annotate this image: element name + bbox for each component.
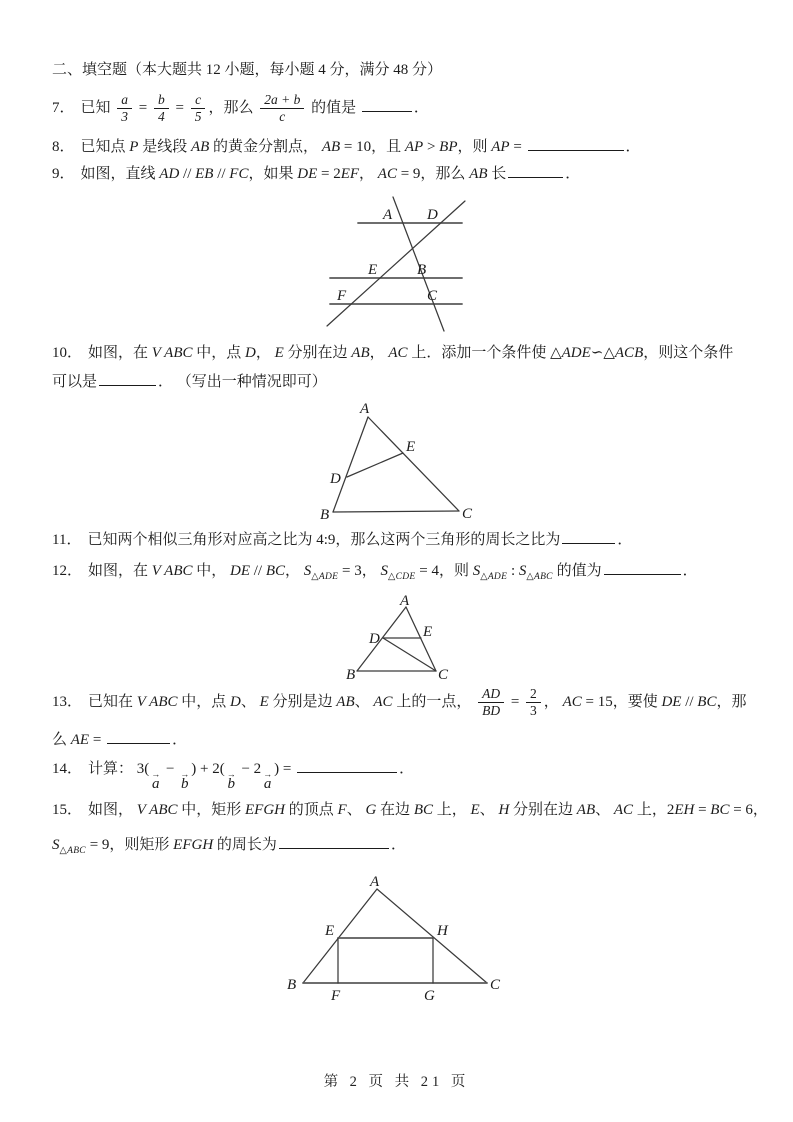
question-13-line-2 [52, 729, 187, 750]
point-label-d: D [369, 631, 380, 647]
text-run: 的值为 [552, 563, 602, 579]
question-13-line-1 [52, 686, 746, 719]
question-number: 15． [52, 802, 83, 818]
math-run: DE [230, 563, 250, 579]
vector-symbol [263, 769, 273, 793]
math-run: DE [661, 694, 682, 711]
text-run: 上．添加一个条件使 [407, 345, 551, 361]
text-run: 中， [192, 563, 230, 579]
question-11 [52, 529, 632, 550]
question-text [88, 563, 698, 582]
text-run: − [162, 761, 179, 777]
text-run: 如图， [88, 802, 137, 818]
question-number: 13． [52, 694, 83, 711]
point-label-c: C [462, 506, 473, 522]
text-run: // [179, 166, 196, 182]
text-run: = 15，要使 [581, 694, 662, 711]
text-run: ) = [274, 761, 296, 777]
text-run: 、 [479, 802, 499, 818]
question-text [88, 802, 768, 818]
question-text [52, 837, 406, 856]
math-run: △ADE [550, 345, 591, 361]
vector-arrow-icon: → [226, 769, 236, 779]
point-label-b: B [287, 977, 297, 993]
figure-q9-parallel-lines [285, 190, 495, 340]
answer-blank [604, 560, 681, 575]
math-run: V ABC [151, 563, 193, 579]
side-ac [368, 417, 459, 511]
symbol-base: S [518, 563, 527, 579]
fraction-numerator: b [154, 92, 169, 109]
fraction-numerator: a [117, 92, 132, 109]
math-run: AC [562, 694, 582, 711]
question-text [81, 166, 581, 182]
text-run: 、 [595, 802, 614, 818]
math-run: AB [190, 139, 210, 155]
subscripted-symbol [472, 563, 508, 582]
text-run: ． [413, 100, 429, 117]
figure-q10-triangle [315, 400, 475, 522]
math-run: AC [388, 345, 408, 361]
point-label-c: C [427, 288, 438, 304]
side-ab [303, 889, 377, 983]
math-run: AC [373, 694, 393, 711]
text-run: = [507, 694, 524, 711]
question-text [87, 532, 632, 548]
symbol-base: S [472, 563, 481, 579]
text-run: 在边 [376, 802, 414, 818]
fraction-denominator: BD [482, 703, 501, 719]
text-run: 、 [354, 694, 374, 711]
text-run: 的黄金分割点， [209, 139, 322, 155]
vector-letter: b [180, 776, 189, 793]
text-run: 、 [346, 802, 366, 818]
question-10-line-1 [52, 343, 733, 363]
question-12 [52, 560, 698, 581]
side-ab [333, 417, 368, 512]
question-10-line-2 [52, 371, 327, 392]
math-run: E [274, 345, 284, 361]
text-run: ． [682, 563, 698, 579]
math-run: V ABC [136, 694, 178, 711]
text-run: 的值是 [307, 100, 360, 117]
fraction [478, 686, 504, 719]
fraction-denominator: 3 [121, 109, 129, 125]
math-run: AD [159, 166, 180, 182]
text-run: 么 [52, 732, 71, 748]
symbol-subscript: △ABC [526, 572, 553, 582]
text-run: 已知两个相似三角形对应高之比为 4:9，那么这两个三角形的周长之比为 [87, 532, 561, 548]
answer-blank [297, 758, 397, 773]
answer-blank [562, 529, 615, 544]
text-run: ． [172, 732, 188, 748]
question-text [52, 732, 187, 748]
point-label-a: A [360, 401, 370, 417]
fraction [154, 92, 169, 125]
text-run: > [423, 139, 440, 155]
vector-arrow-icon: → [180, 769, 190, 779]
text-run: = 4，则 [415, 563, 473, 579]
text-run: 、 [240, 694, 260, 711]
answer-blank [508, 163, 563, 178]
answer-blank [362, 97, 412, 112]
point-label-f: F [331, 988, 341, 1004]
rectangle-efgh [338, 938, 433, 983]
question-text [88, 761, 415, 793]
symbol-subscript: △CDE [387, 572, 416, 582]
fraction-numerator: AD [478, 686, 504, 703]
math-run: AB [576, 802, 596, 818]
transversal-fed [327, 201, 465, 326]
question-text [80, 92, 429, 125]
text-run: = 3， [338, 563, 381, 579]
symbol-subscript: △ADE [311, 572, 339, 582]
text-run: 上的一点， [392, 694, 476, 711]
text-run: 中，点 [192, 345, 245, 361]
text-run: = 9，那么 [396, 166, 470, 182]
text-run: 已知在 [88, 694, 137, 711]
point-label-a: A [370, 874, 380, 890]
symbol-subscript: △ADE [480, 572, 508, 582]
text-run: ． [399, 761, 415, 777]
text-run: ． [625, 139, 641, 155]
vector-symbol [180, 769, 190, 793]
question-number: 8． [52, 139, 75, 155]
math-run: AB [336, 694, 355, 711]
answer-blank [99, 371, 156, 386]
question-15-line-2 [52, 834, 406, 855]
symbol-subscript: △ABC [59, 846, 86, 856]
fraction [526, 686, 541, 719]
fraction-denominator: c [279, 109, 286, 125]
question-number: 14． [52, 761, 83, 777]
math-run: AB [351, 345, 370, 361]
question-7 [52, 92, 429, 125]
text-run: 已知 [80, 100, 115, 117]
symbol-base: S [303, 563, 312, 579]
point-label-f: F [337, 288, 347, 304]
question-15-line-1 [52, 800, 768, 820]
text-run: 的顶点 [285, 802, 338, 818]
math-run: BC [265, 563, 286, 579]
math-run: EFGH [173, 837, 214, 853]
math-run: G [365, 802, 377, 818]
point-label-e: E [325, 923, 335, 939]
text-run: 中，矩形 [177, 802, 245, 818]
subscripted-symbol [380, 563, 416, 582]
subscripted-symbol [303, 563, 339, 582]
text-run: = [694, 802, 711, 818]
point-label-d: D [427, 207, 438, 223]
math-run: BP [439, 139, 458, 155]
symbol-base: S [380, 563, 388, 579]
question-8 [52, 136, 641, 157]
math-run: H [498, 802, 510, 818]
text-run: = 10，且 [340, 139, 405, 155]
text-run: // [213, 166, 230, 182]
text-run: ． [390, 837, 406, 853]
text-run: 如图，在 [88, 563, 152, 579]
math-run: EF [340, 166, 360, 182]
text-run: ． [565, 166, 581, 182]
question-text [52, 374, 327, 390]
question-number: 7． [52, 100, 75, 117]
text-run: = 2 [317, 166, 341, 182]
text-run: 中，点 [177, 694, 230, 711]
math-run: BC [413, 802, 433, 818]
question-9 [52, 163, 580, 184]
point-label-c: C [490, 977, 501, 993]
text-run: 的周长为 [213, 837, 277, 853]
text-run: ∽ [590, 345, 604, 361]
fraction-numerator: 2 [526, 686, 541, 703]
point-label-a: A [383, 207, 393, 223]
text-run: ， [255, 345, 275, 361]
page-footer: 第 2 页 共 21 页 [323, 1074, 470, 1090]
fraction [191, 92, 206, 125]
text-run: ， [369, 345, 389, 361]
point-label-c: C [438, 667, 449, 683]
fraction-denominator: 5 [194, 109, 202, 125]
question-number: 10． [52, 345, 83, 361]
fraction-denominator: 3 [530, 703, 537, 719]
text-run: ． [617, 532, 633, 548]
math-run: AB [469, 166, 488, 182]
fraction-denominator: 4 [158, 109, 165, 125]
text-run: 分别在边 [283, 345, 352, 361]
math-run: EB [195, 166, 214, 182]
symbol-base: S [52, 837, 60, 853]
question-number: 11． [52, 532, 82, 548]
text-run: 如图，直线 [80, 166, 160, 182]
text-run: = [135, 100, 151, 117]
side-ab [357, 607, 406, 671]
point-label-e: E [406, 439, 416, 455]
text-run: 上， [432, 802, 471, 818]
section-title: 二、填空题（本大题共 12 小题，每小题 4 分，满分 48 分） [52, 62, 443, 78]
math-run: E [470, 802, 480, 818]
vector-letter: a [152, 776, 160, 793]
math-run: EH [674, 802, 695, 818]
math-run: AP [404, 139, 424, 155]
text-run: ，如果 [248, 166, 298, 182]
text-run: − 2 [237, 761, 262, 777]
text-run: : [507, 563, 519, 579]
question-number: 9． [52, 166, 75, 182]
text-run: 分别在边 [509, 802, 577, 818]
math-run: FC [229, 166, 249, 182]
math-run: AB [321, 139, 341, 155]
answer-blank [107, 729, 170, 744]
point-label-b: B [320, 507, 330, 523]
point-label-b: B [346, 667, 356, 683]
subscripted-symbol [518, 563, 553, 582]
vector-symbol [151, 769, 161, 793]
math-run: F [337, 802, 347, 818]
point-label-d: D [330, 471, 341, 487]
figure-q12-triangle [340, 594, 452, 686]
point-label-b: B [417, 262, 427, 278]
text-run: = 6， [729, 802, 768, 818]
math-run: △ACB [603, 345, 644, 361]
math-run: D [230, 694, 241, 711]
fraction [260, 92, 304, 125]
math-run: DE [297, 166, 318, 182]
text-run: 是线段 [138, 139, 191, 155]
text-run: = [89, 732, 106, 748]
text-run: 如图，在 [88, 345, 152, 361]
question-text [88, 686, 747, 719]
side-ac [377, 889, 487, 983]
question-text [81, 139, 641, 155]
text-run: = [171, 100, 188, 117]
text-run: ， [285, 563, 304, 579]
math-run: BC [710, 802, 730, 818]
text-run: ，那么 [208, 100, 258, 117]
text-run: // [250, 563, 266, 579]
math-run: D [245, 345, 256, 361]
math-run: V ABC [136, 802, 178, 818]
text-run: ) + 2( [191, 761, 225, 777]
math-run: BC [697, 694, 717, 711]
text-run: = 9，则矩形 [85, 837, 174, 853]
point-label-h: H [437, 923, 448, 939]
text-run: 计算： 3( [88, 761, 150, 777]
math-run: AE [70, 732, 90, 748]
fraction-numerator: c [191, 92, 205, 109]
text-run: = [509, 139, 526, 155]
text-run: ， [359, 166, 378, 182]
vector-arrow-icon: → [263, 769, 273, 779]
math-run: E [259, 694, 269, 711]
math-run: V ABC [151, 345, 193, 361]
text-run: ，则这个条件 [643, 345, 734, 361]
side-bc [333, 511, 459, 512]
fraction-numerator: 2a + b [260, 92, 304, 109]
math-run: EFGH [245, 802, 285, 818]
math-run: P [129, 139, 139, 155]
math-run: AC [377, 166, 397, 182]
math-run: AC [613, 802, 634, 818]
text-run: ，那 [716, 694, 747, 711]
text-run: 长 [487, 166, 507, 182]
text-run: ． （写出一种情况即可） [158, 374, 327, 390]
answer-blank [528, 136, 624, 151]
text-run: 已知点 [80, 139, 130, 155]
text-run: 分别是边 [268, 694, 337, 711]
point-label-a: A [400, 593, 410, 609]
fraction [117, 92, 132, 125]
vector-symbol [226, 769, 236, 793]
subscripted-symbol [52, 837, 86, 856]
point-label-e: E [368, 262, 378, 278]
text-run: 可以是 [52, 374, 98, 390]
segment-de [347, 453, 403, 477]
question-text [88, 345, 733, 361]
vector-arrow-icon: → [151, 769, 161, 779]
question-14 [52, 758, 415, 793]
text-run: 上，2 [633, 802, 675, 818]
vector-letter: b [227, 776, 235, 793]
text-run: // [681, 694, 698, 711]
question-number: 12． [52, 563, 83, 579]
vector-letter: a [263, 776, 272, 793]
math-run: AP [491, 139, 510, 155]
figure-q15-triangle-rectangle [280, 870, 505, 1010]
point-label-g: G [424, 988, 435, 1004]
text-run: ，则 [457, 139, 492, 155]
point-label-e: E [423, 624, 433, 640]
text-run: ， [543, 694, 563, 711]
answer-blank [279, 834, 389, 849]
